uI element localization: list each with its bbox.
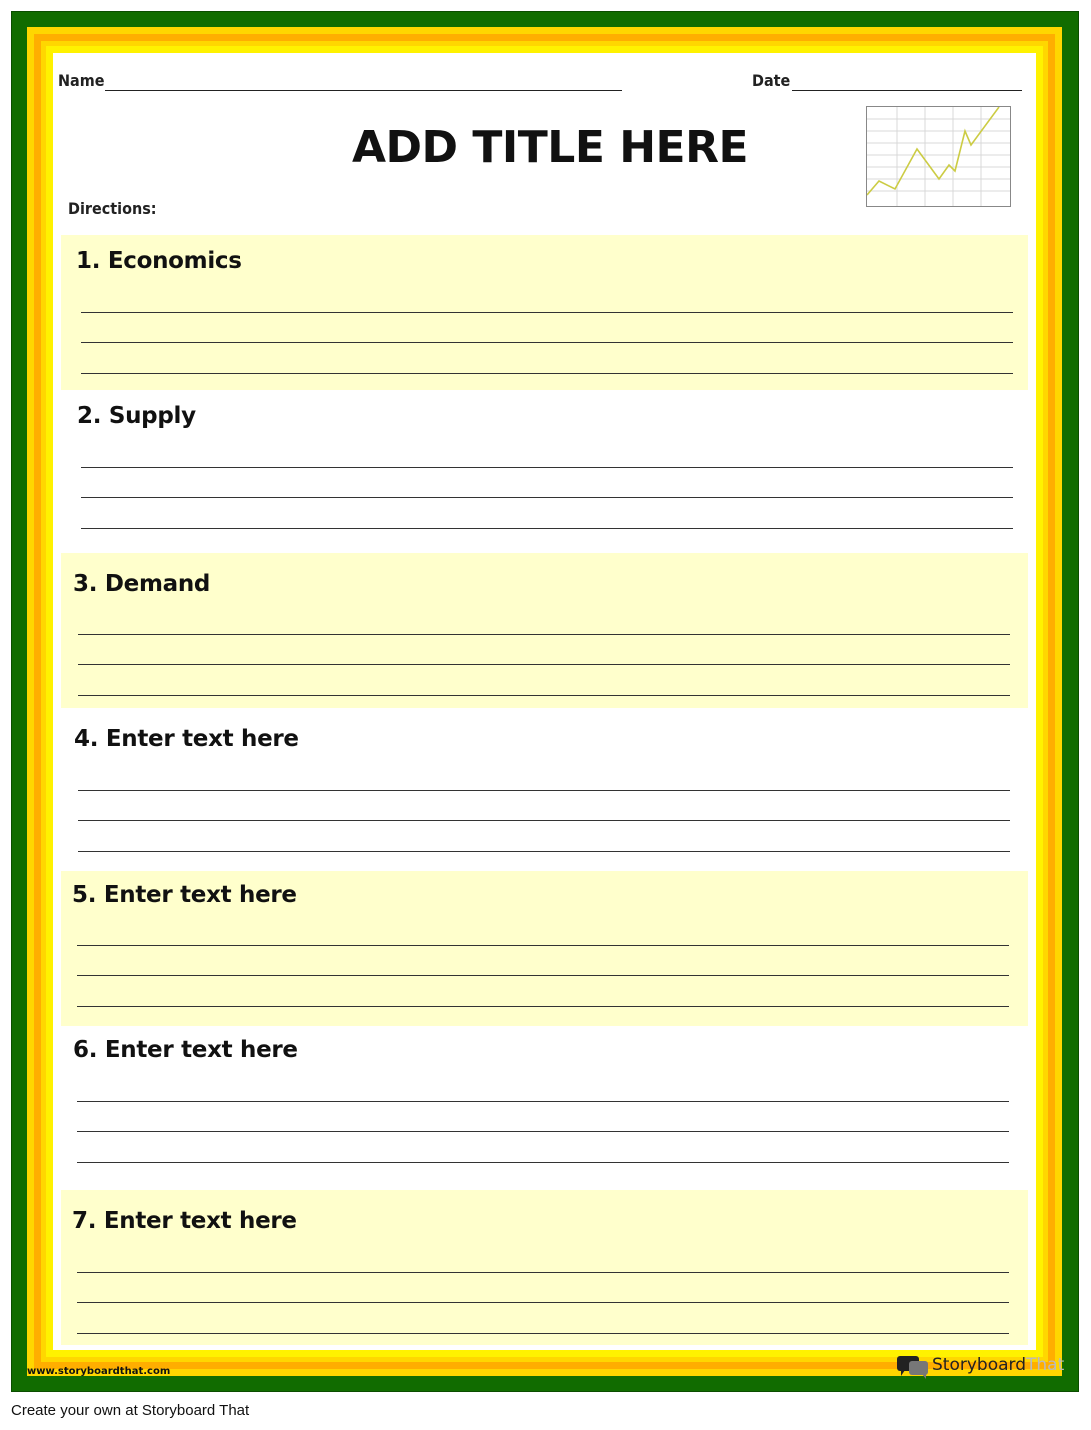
- date-field-line[interactable]: [792, 90, 1022, 91]
- question-title[interactable]: 6. Enter text here: [73, 1037, 298, 1063]
- answer-line[interactable]: [77, 1101, 1009, 1102]
- answer-line[interactable]: [78, 851, 1010, 852]
- answer-line[interactable]: [81, 467, 1013, 468]
- logo-word-storyboard: Storyboard: [932, 1355, 1026, 1375]
- answer-line[interactable]: [78, 664, 1010, 665]
- answer-line[interactable]: [78, 634, 1010, 635]
- answer-line[interactable]: [81, 312, 1013, 313]
- name-field-line[interactable]: [105, 90, 622, 91]
- answer-line[interactable]: [78, 695, 1010, 696]
- answer-line[interactable]: [77, 1162, 1009, 1163]
- question-title[interactable]: 4. Enter text here: [74, 726, 299, 752]
- question-title[interactable]: 3. Demand: [73, 571, 211, 597]
- answer-line[interactable]: [77, 975, 1009, 976]
- answer-line[interactable]: [78, 790, 1010, 791]
- page-title[interactable]: ADD TITLE HERE: [351, 122, 749, 173]
- directions-label: Directions:: [68, 199, 157, 218]
- credit-line[interactable]: Create your own at Storyboard That: [11, 1402, 250, 1419]
- answer-line[interactable]: [77, 1333, 1009, 1334]
- answer-line[interactable]: [78, 820, 1010, 821]
- question-title[interactable]: 5. Enter text here: [72, 882, 297, 908]
- question-title[interactable]: 2. Supply: [77, 403, 196, 429]
- answer-line[interactable]: [81, 528, 1013, 529]
- logo-word-that: That: [1026, 1355, 1065, 1375]
- question-title[interactable]: 7. Enter text here: [72, 1208, 297, 1234]
- line-chart-icon: [866, 106, 1011, 207]
- answer-line[interactable]: [77, 945, 1009, 946]
- answer-line[interactable]: [81, 342, 1013, 343]
- name-label: Name: [58, 71, 105, 90]
- footer-url[interactable]: www.storyboardthat.com: [27, 1366, 171, 1377]
- speech-bubbles-icon: [896, 1354, 930, 1380]
- answer-line[interactable]: [81, 497, 1013, 498]
- answer-line[interactable]: [77, 1006, 1009, 1007]
- answer-line[interactable]: [77, 1302, 1009, 1303]
- date-label: Date: [752, 71, 791, 90]
- question-title[interactable]: 1. Economics: [76, 248, 242, 274]
- answer-line[interactable]: [81, 373, 1013, 374]
- answer-line[interactable]: [77, 1272, 1009, 1273]
- logo-wordmark: [932, 1355, 1064, 1375]
- answer-line[interactable]: [77, 1131, 1009, 1132]
- storyboardthat-logo[interactable]: [896, 1354, 1066, 1380]
